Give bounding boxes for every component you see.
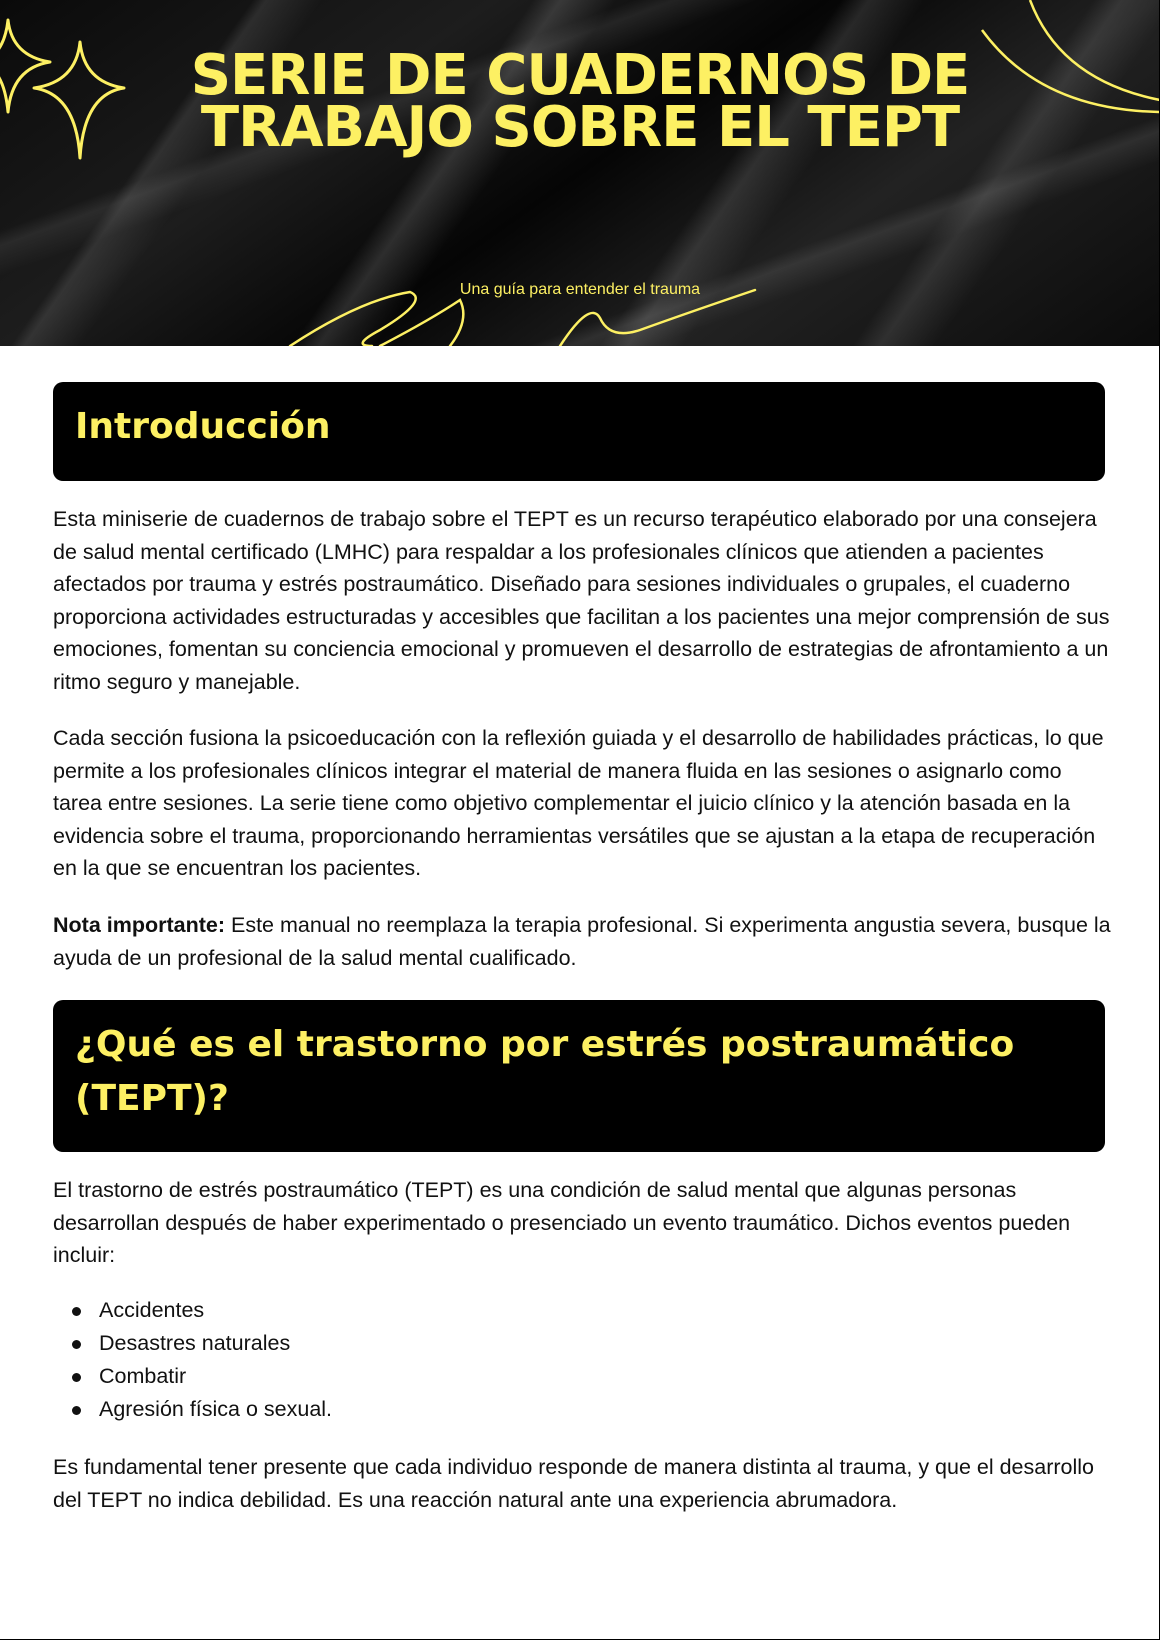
sparkle-icon — [0, 20, 50, 112]
ptsd-definition-paragraph: El trastorno de estrés postraumático (TEPT) es una condición de salud mental que algunas personas desarrollan después de haber experimentado o presenciado un evento traumático. Dichos eventos pueden incluir: — [53, 1178, 1071, 1267]
list-item: Desastres naturales — [53, 1327, 1053, 1360]
list-item: Agresión física o sexual. — [53, 1393, 1053, 1426]
page-title: SERIE DE CUADERNOS DE TRABAJO SOBRE EL TEPT — [190, 43, 970, 160]
page-subtitle: Una guía para entender el trauma — [459, 281, 701, 298]
section-heading: Introducción — [75, 406, 331, 447]
note-label: Nota importante: — [53, 913, 225, 937]
intro-paragraph: Cada sección fusiona la psicoeducación con la reflexión guiada y el desarrollo de habilidades prácticas, lo que permite a los profesionales clínicos integrar el material de manera fluida en las sesiones o asignarlo como tarea entre sesiones. La serie tiene como objetivo complementar el juicio clínico y la atención basada en la evidencia sobre el trauma, proporcionando herramientas versátiles que se ajustan a la etapa de recuperación en la que se encuentran los pacientes. — [53, 726, 1104, 880]
note-text: Este manual no reemplaza la terapia profesional. Si experimenta angustia severa, busque la ayuda de un profesional de la salud mental cualificado. — [53, 913, 1111, 970]
section-heading: ¿Qué es el trastorno por estrés postraumático (TEPT)? — [75, 1024, 1015, 1119]
sparkle-icon — [34, 42, 124, 158]
intro-paragraph: Esta miniserie de cuadernos de trabajo sobre el TEPT es un recurso terapéutico elaborado por una consejera de salud mental certificado (LMHC) para respaldar a los profesionales clínicos que atienden a pacientes afectados por trauma y estrés postraumático. Diseñado para sesiones individuales o grupales, el cuaderno proporciona actividades estructuradas y accesibles que facilitan a los pacientes una mejor comprensión de sus emociones, fomentan su conciencia emocional y promueven el desarrollo de estrategias de afrontamiento a un ritmo seguro y manejable. — [53, 507, 1110, 694]
traumatic-events-list — [53, 1294, 1053, 1426]
header-banner — [0, 0, 1160, 346]
section-header-introduction — [53, 382, 1105, 481]
closing-paragraph: Es fundamental tener presente que cada individuo responde de manera distinta al trauma, y que el desarrollo del TEPT no indica debilidad. Es una reacción natural ante una experiencia abrumadora. — [53, 1455, 1095, 1512]
list-item: Accidentes — [53, 1294, 1053, 1327]
list-item: Combatir — [53, 1360, 1053, 1393]
important-note — [53, 909, 1113, 974]
section-header-what-is-ptsd — [53, 1000, 1105, 1152]
